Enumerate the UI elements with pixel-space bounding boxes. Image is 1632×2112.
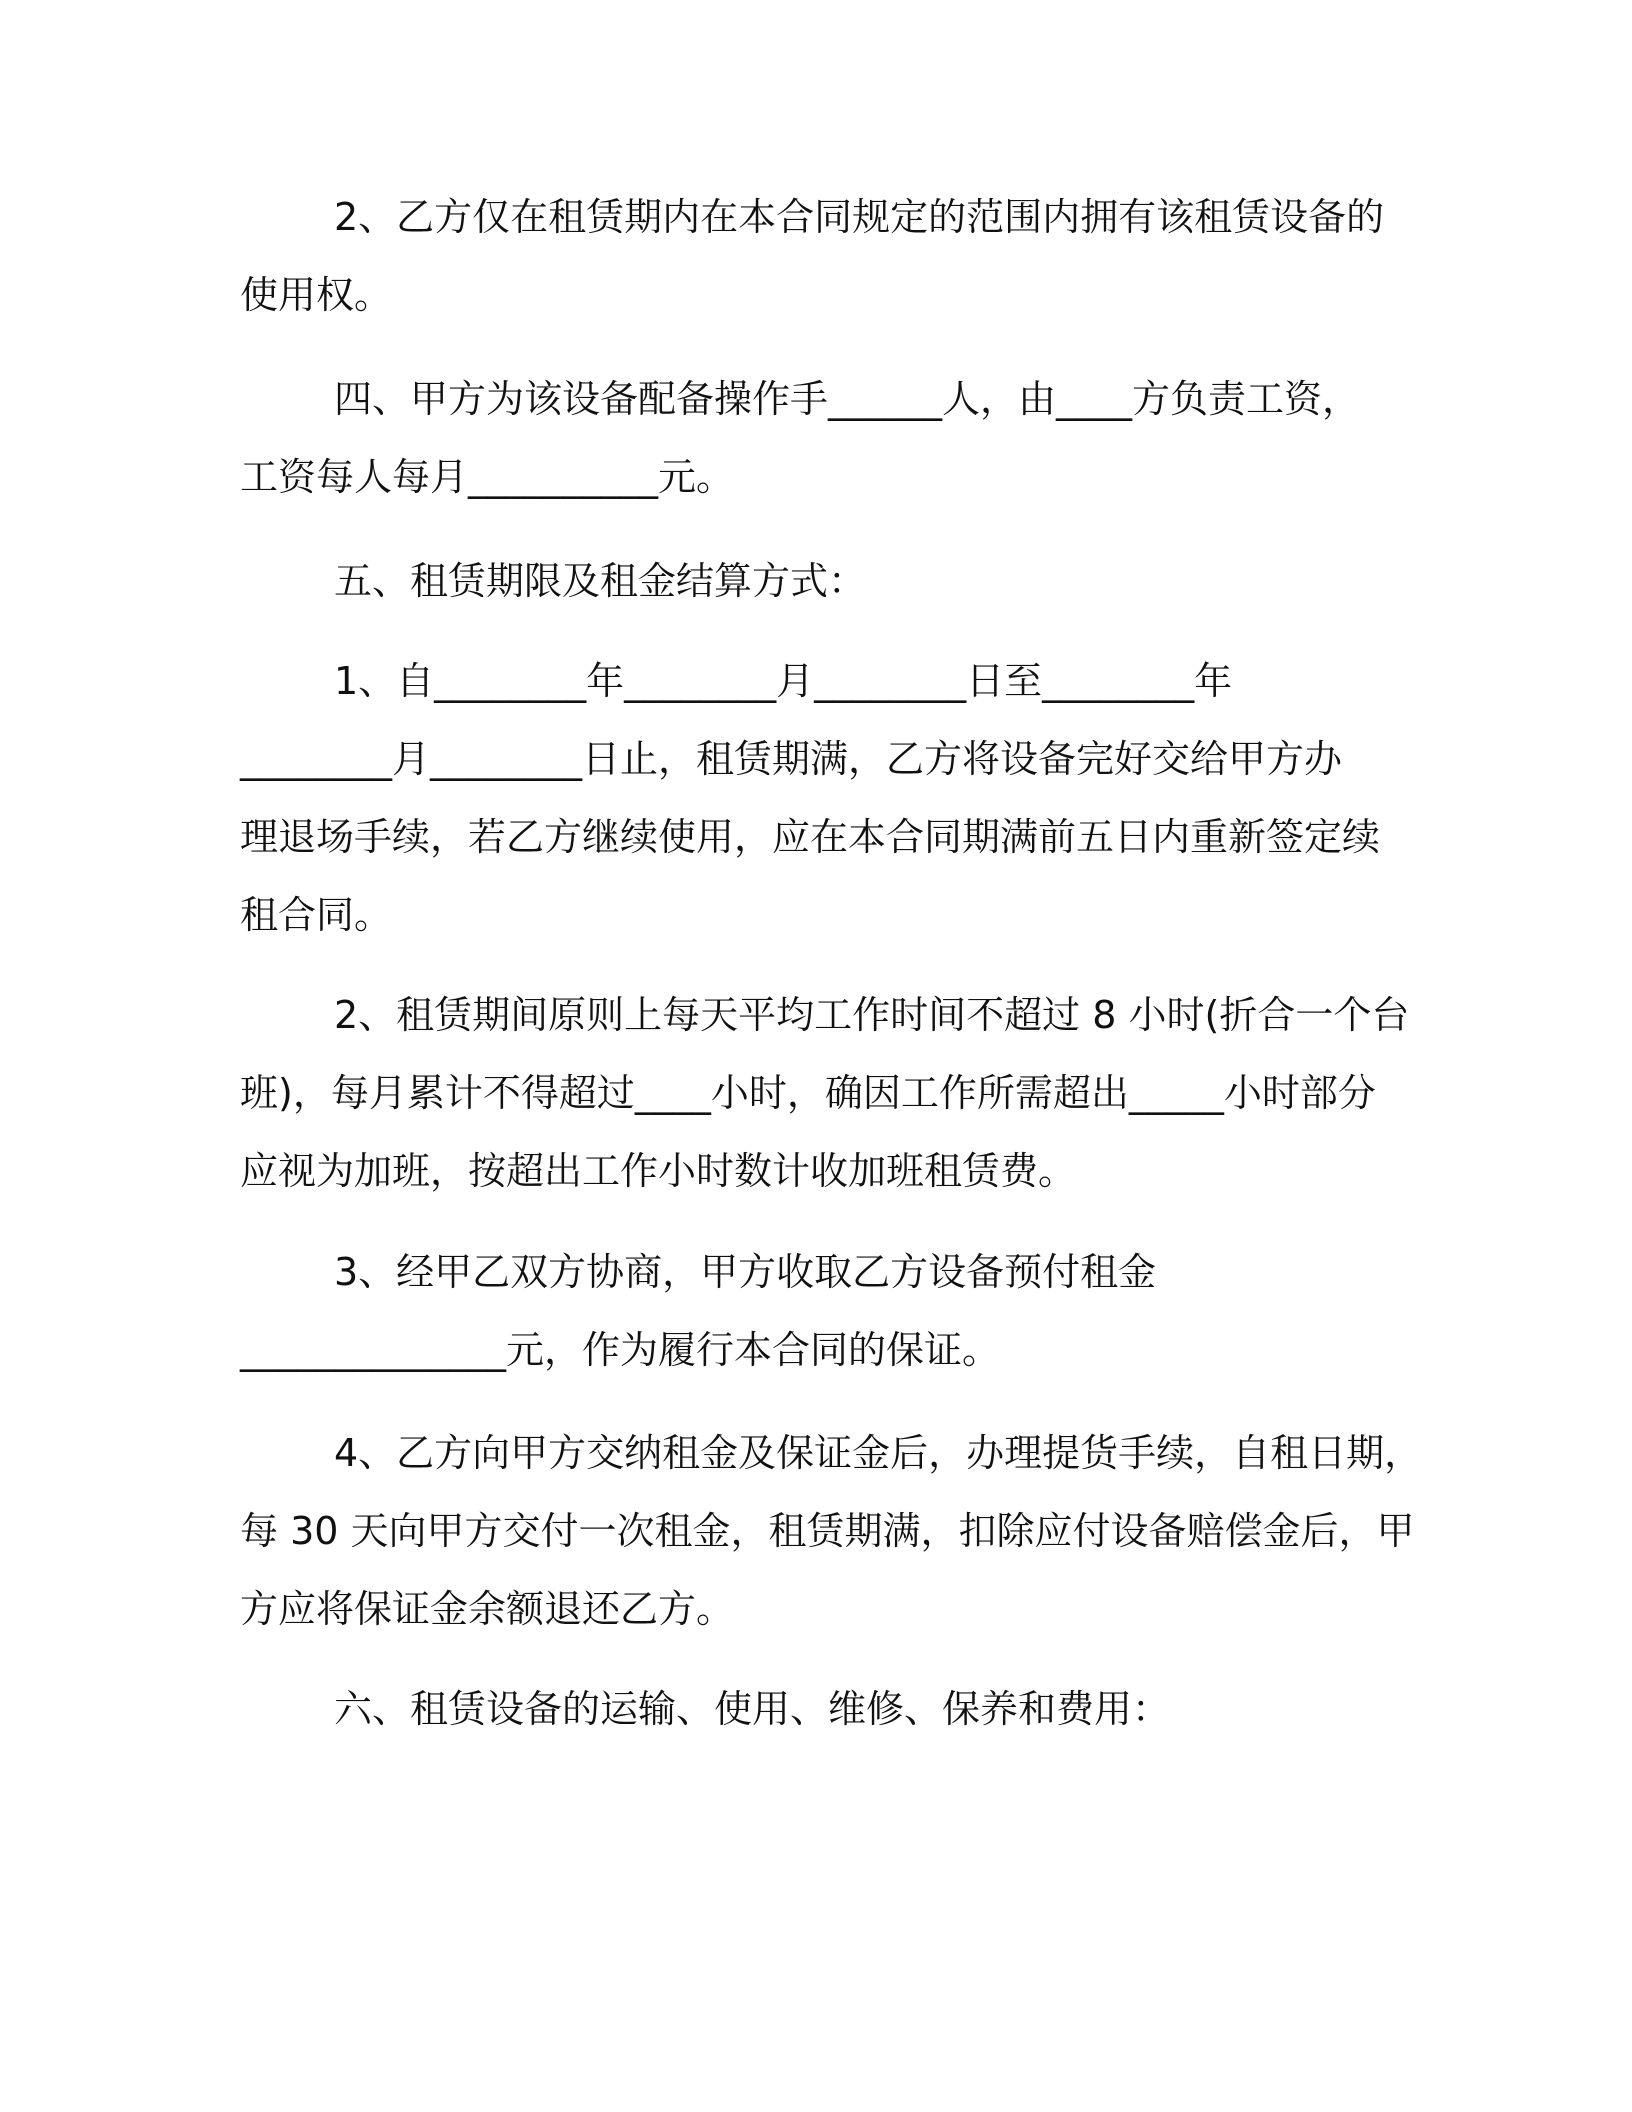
text-line: 理退场手续，若乙方继续使用，应在本合同期满前五日内重新签定续 <box>240 815 1381 859</box>
text-line: 六、租赁设备的运输、使用、维修、保养和费用： <box>334 1687 1171 1731</box>
paragraph-section-four-operators <box>240 360 1390 516</box>
text-line: 方应将保证金余额退还乙方。 <box>240 1587 735 1631</box>
paragraph-lease-period <box>240 642 1390 954</box>
section-heading-six <box>240 1670 1390 1748</box>
text-line: 四、甲方为该设备配备操作手______人，由____方负责工资， <box>334 377 1361 421</box>
paragraph-prepaid-rent <box>240 1233 1390 1389</box>
text-line: 2、乙方仅在租赁期内在本合同规定的范围内拥有该租赁设备的 <box>334 195 1385 239</box>
text-line: 2、租赁期间原则上每天平均工作时间不超过 8 小时(折合一个台 <box>334 993 1410 1037</box>
paragraph-rent-payment <box>240 1414 1423 1648</box>
section-heading-five <box>240 542 1390 620</box>
text-line: 每 30 天向甲方交付一次租金，租赁期满，扣除应付设备赔偿金后，甲 <box>240 1509 1415 1553</box>
text-line: 应视为加班，按超出工作小时数计收加班租赁费。 <box>240 1149 1077 1193</box>
paragraph-lessee-usage-right <box>240 178 1390 334</box>
text-line: ________月________日止，租赁期满，乙方将设备完好交给甲方办 <box>240 737 1343 781</box>
text-line: 1、自________年________月________日至________年 <box>334 659 1233 703</box>
text-line: ______________元，作为履行本合同的保证。 <box>240 1328 1001 1372</box>
text-line: 五、租赁期限及租金结算方式： <box>334 559 867 603</box>
text-line: 4、乙方向甲方交纳租金及保证金后，办理提货手续，自租日期， <box>334 1431 1423 1475</box>
text-line: 租合同。 <box>240 893 393 937</box>
text-line: 工资每人每月__________元。 <box>240 455 735 499</box>
text-line: 使用权。 <box>240 273 393 317</box>
text-line: 班)，每月累计不得超过____小时，确因工作所需超出_____小时部分 <box>240 1071 1376 1115</box>
text-line: 3、经甲乙双方协商，甲方收取乙方设备预付租金 <box>334 1250 1157 1294</box>
paragraph-working-hours <box>240 976 1410 1210</box>
